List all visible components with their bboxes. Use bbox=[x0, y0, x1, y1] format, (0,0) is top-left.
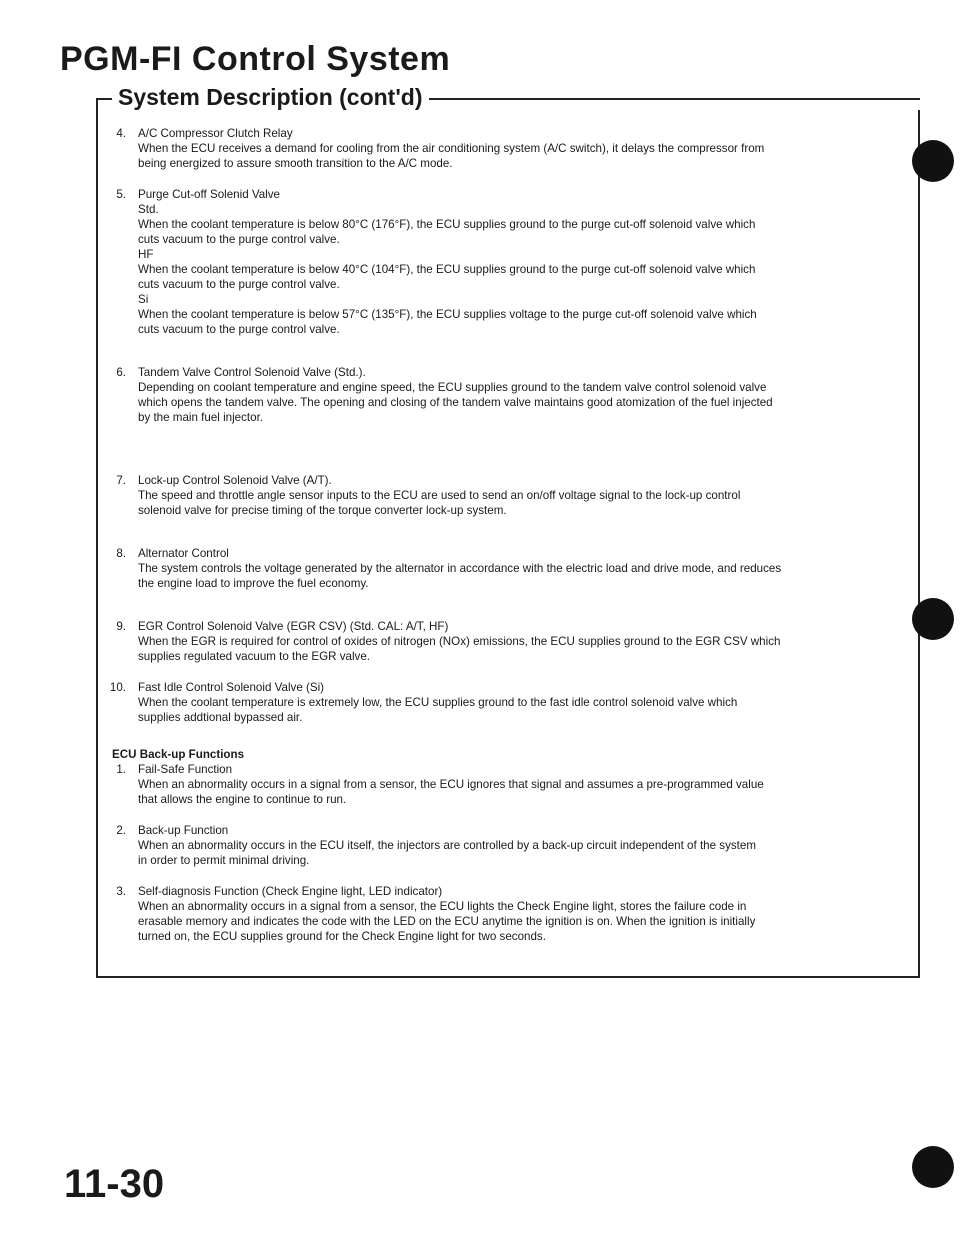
item-number: 6. bbox=[116, 366, 126, 379]
item-number: 3. bbox=[116, 885, 126, 898]
item-text: cuts vacuum to the purge control valve. bbox=[138, 323, 340, 336]
item-text: solenoid valve for precise timing of the torque converter lock-up system. bbox=[138, 504, 507, 517]
item-heading: A/C Compressor Clutch Relay bbox=[138, 127, 293, 140]
item-body bbox=[138, 823, 903, 868]
list-item-8 bbox=[108, 546, 903, 591]
list-item-5 bbox=[108, 187, 903, 337]
item-number: 10. bbox=[109, 681, 126, 694]
item-heading: Alternator Control bbox=[138, 547, 229, 560]
item-text: When the EGR is required for control of oxides of nitrogen (NOx) emissions, the ECU supplies ground to the EGR CSV which bbox=[138, 635, 781, 648]
item-heading: Lock-up Control Solenoid Valve (A/T). bbox=[138, 474, 332, 487]
item-body bbox=[138, 762, 903, 807]
item-text: When the coolant temperature is below 80°C (176°F), the ECU supplies ground to the purge cut-off solenoid valve which bbox=[138, 218, 756, 231]
binder-hole-mark bbox=[912, 140, 954, 182]
list-item-6 bbox=[108, 365, 903, 425]
item-text: The speed and throttle angle sensor inputs to the ECU are used to send an on/off voltage signal to the lock-up control bbox=[138, 489, 741, 502]
item-text: Std. bbox=[138, 203, 159, 216]
item-text: When an abnormality occurs in a signal from a sensor, the ECU ignores that signal and assumes a pre-programmed value bbox=[138, 778, 764, 791]
item-text: Depending on coolant temperature and engine speed, the ECU supplies ground to the tandem valve control solenoid valve bbox=[138, 381, 767, 394]
backup-item-2 bbox=[108, 823, 903, 868]
item-text: supplies regulated vacuum to the EGR valve. bbox=[138, 650, 370, 663]
backup-item-1 bbox=[108, 762, 903, 807]
content bbox=[108, 126, 903, 944]
item-text: When the ECU receives a demand for cooling from the air conditioning system (A/C switch), it delays the compressor from bbox=[138, 142, 765, 155]
item-text: that allows the engine to continue to run. bbox=[138, 793, 347, 806]
item-heading: Fail-Safe Function bbox=[138, 763, 233, 776]
item-text: cuts vacuum to the purge control valve. bbox=[138, 233, 340, 246]
list-item-10 bbox=[108, 680, 903, 725]
item-number: 1. bbox=[116, 763, 126, 776]
item-text: When an abnormality occurs in the ECU itself, the injectors are controlled by a back-up circuit independent of the system bbox=[138, 839, 756, 852]
item-heading: Purge Cut-off Solenid Valve bbox=[138, 188, 281, 201]
item-body bbox=[138, 473, 903, 518]
backup-item-3 bbox=[108, 884, 903, 944]
item-text: When the coolant temperature is extremely low, the ECU supplies ground to the fast idle control solenoid valve which bbox=[138, 696, 738, 709]
item-text: erasable memory and indicates the code with the LED on the ECU anytime the ignition is on. When the ignition is initially bbox=[138, 915, 756, 928]
item-number: 9. bbox=[116, 620, 126, 633]
item-heading: EGR Control Solenoid Valve (EGR CSV) (Std. CAL: A/T, HF) bbox=[138, 620, 449, 633]
item-text: HF bbox=[138, 248, 154, 261]
page-number: 11-30 bbox=[64, 1162, 165, 1206]
item-body bbox=[138, 187, 903, 337]
item-body bbox=[138, 619, 903, 664]
item-body bbox=[138, 546, 903, 591]
item-text: turned on, the ECU supplies ground for the Check Engine light for two seconds. bbox=[138, 930, 546, 943]
item-heading: Tandem Valve Control Solenoid Valve (Std.). bbox=[138, 366, 366, 379]
item-body bbox=[138, 126, 903, 171]
list-item-4 bbox=[108, 126, 903, 171]
list-item-7 bbox=[108, 473, 903, 518]
item-text: The system controls the voltage generated by the alternator in accordance with the electric load and drive mode, and reduces bbox=[138, 562, 782, 575]
item-text: When the coolant temperature is below 57°C (135°F), the ECU supplies voltage to the purge cut-off solenoid valve which bbox=[138, 308, 757, 321]
item-number: 5. bbox=[116, 188, 126, 201]
item-heading: Self-diagnosis Function (Check Engine light, LED indicator) bbox=[138, 885, 443, 898]
item-text: When the coolant temperature is below 40°C (104°F), the ECU supplies ground to the purge cut-off solenoid valve which bbox=[138, 263, 756, 276]
item-text: by the main fuel injector. bbox=[138, 411, 264, 424]
item-text: Si bbox=[138, 293, 149, 306]
item-text: cuts vacuum to the purge control valve. bbox=[138, 278, 340, 291]
page-title: PGM-FI Control System bbox=[60, 40, 451, 78]
item-number: 8. bbox=[116, 547, 126, 560]
item-body bbox=[138, 884, 903, 944]
item-number: 7. bbox=[116, 474, 126, 487]
binder-hole-mark bbox=[912, 1146, 954, 1188]
item-text: the engine load to improve the fuel economy. bbox=[138, 577, 369, 590]
binder-hole-mark bbox=[912, 598, 954, 640]
item-number: 2. bbox=[116, 824, 126, 837]
item-body bbox=[138, 365, 903, 425]
item-heading: Back-up Function bbox=[138, 824, 229, 837]
item-heading: Fast Idle Control Solenoid Valve (Si) bbox=[138, 681, 325, 694]
item-text: in order to permit minimal driving. bbox=[138, 854, 310, 867]
backup-functions-heading: ECU Back-up Functions bbox=[112, 748, 245, 761]
item-text: being energized to assure smooth transition to the A/C mode. bbox=[138, 157, 453, 170]
item-text: which opens the tandem valve. The opening and closing of the tandem valve maintains good atomization of the fuel injected bbox=[138, 396, 773, 409]
item-number: 4. bbox=[116, 127, 126, 140]
item-body bbox=[138, 680, 903, 725]
item-text: supplies addtional bypassed air. bbox=[138, 711, 303, 724]
section-title: System Description (cont'd) bbox=[112, 84, 429, 111]
item-text: When an abnormality occurs in a signal from a sensor, the ECU lights the Check Engine light, stores the failure code in bbox=[138, 900, 747, 913]
list-item-9 bbox=[108, 619, 903, 664]
